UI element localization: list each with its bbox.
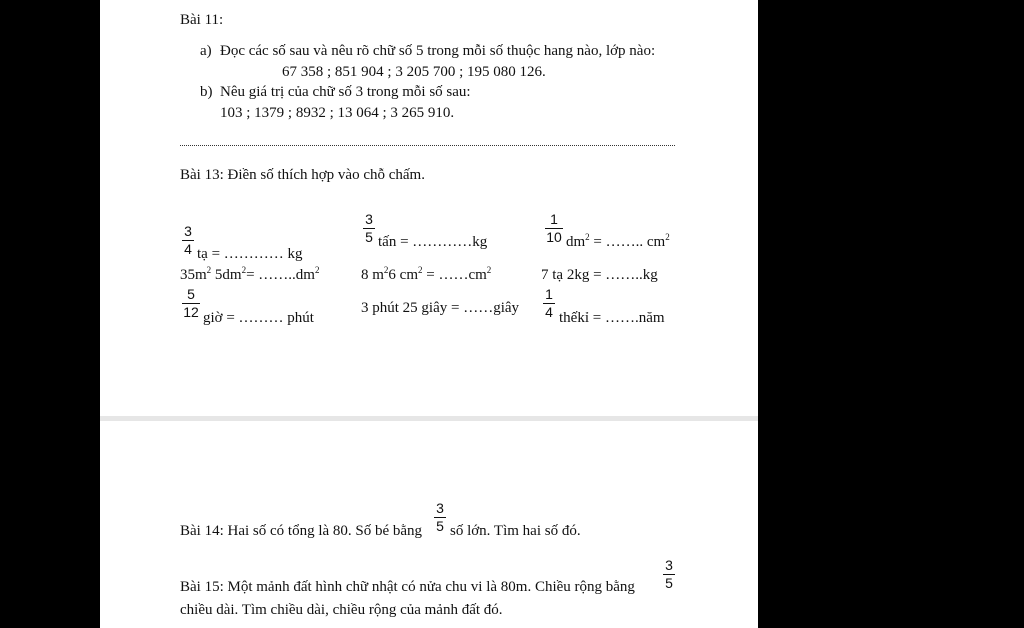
r2c3-text: 7 tạ 2kg = ……..kg: [541, 267, 658, 283]
document-page-1: [100, 0, 758, 416]
bai13-title: Bài 13: Điền số thích hợp vào chỗ chấm.: [180, 167, 425, 183]
r1c2-text: tấn = …………kg: [378, 234, 488, 250]
r3c1-text: giờ = ……… phút: [203, 310, 314, 326]
bai11-b-text: Nêu giá trị của chữ số 3 trong mỗi số sau:: [220, 84, 471, 100]
r3c2-text: 3 phút 25 giây = ……giây: [361, 300, 520, 316]
r3c3-text: thếkỉ = …….năm: [559, 310, 665, 326]
dotted-separator: [180, 145, 675, 146]
bai14-fraction: 3 5: [434, 501, 446, 534]
document-page-2: [100, 421, 758, 628]
fraction-1-10: 1 10: [546, 211, 562, 245]
bai11-b-marker: b): [200, 84, 213, 100]
bai14-before: Bài 14: Hai số có tổng là 80. Số bé bằng: [180, 523, 423, 539]
bai15-line1: Bài 15: Một mảnh đất hình chữ nhật có nửa chu vi là 80m. Chiều rộng bằng: [180, 579, 635, 595]
fraction-3-4: 3 4: [182, 224, 194, 257]
fraction-5-12: 5 12: [183, 286, 199, 320]
r2c2-text: 8 $m^26$ $cm^2$ = $\dots\dots cm^2$: [361, 265, 492, 283]
bai15-fraction: 3 5: [663, 558, 675, 591]
fraction-3-5: 3 5: [363, 212, 375, 245]
bai11-a-marker: a): [200, 43, 212, 59]
bai14-after: số lớn. Tìm hai số đó.: [450, 523, 581, 539]
bai11-a-text: Đọc các số sau và nêu rõ chữ số 5 trong mỗi số thuộc hang nào, lớp nào:: [220, 43, 656, 59]
bai11-a-numbers: 67 358 ; 851 904 ; 3 205 700 ; 195 080 126.: [282, 64, 546, 80]
bai11-b-numbers: 103 ; 1379 ; 8932 ; 13 064 ; 3 265 910.: [220, 105, 455, 121]
r1c3-text: $dm^2$ = …….. $cm^2$: [566, 232, 670, 250]
bai11-title: Bài 11:: [180, 12, 224, 28]
bai15-line2: chiều dài. Tìm chiều dài, chiều rộng của mảnh đất đó.: [180, 602, 503, 618]
fraction-1-4: 1 4: [543, 287, 555, 320]
r1c1-text: tạ = ………… kg: [197, 246, 303, 262]
r2c1-text: $35m^2$ $5dm^2=$ $\dots\dots..dm^2$: [180, 265, 320, 283]
